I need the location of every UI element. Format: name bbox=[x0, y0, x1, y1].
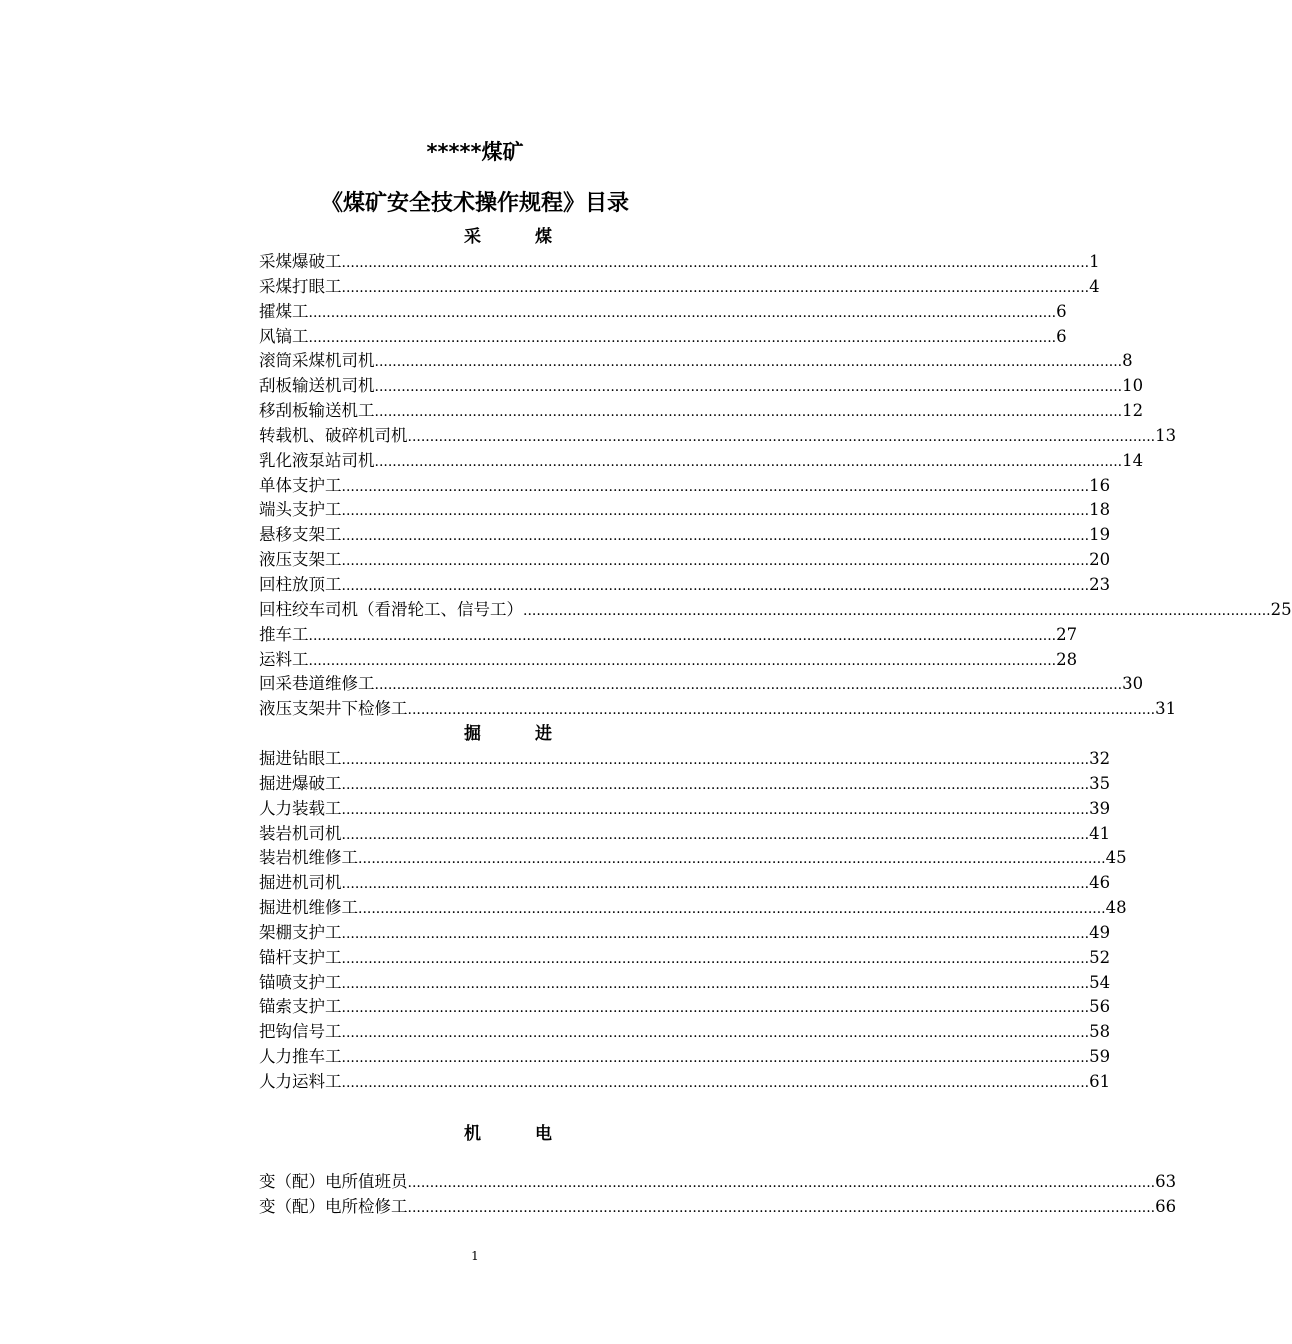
toc-entry[interactable] bbox=[259, 325, 1067, 350]
toc-entry-label: 转载机、破碎机司机 bbox=[259, 425, 408, 445]
toc-entry-leader: ........................................................................................................................................................................ bbox=[341, 925, 1090, 942]
toc-entry-page: 23 bbox=[1089, 574, 1111, 594]
toc-entry[interactable] bbox=[259, 1020, 1111, 1045]
toc-entry-page: 12 bbox=[1122, 401, 1144, 421]
toc-entry-leader: ........................................................................................................................................................................ bbox=[341, 801, 1090, 818]
toc-entry-leader: ........................................................................................................................................................................ bbox=[308, 652, 1057, 669]
toc-entry-page: 54 bbox=[1089, 972, 1111, 992]
toc-entry-label: 悬移支架工 bbox=[259, 525, 342, 545]
toc-entry-leader: ........................................................................................................................................................................ bbox=[341, 503, 1090, 520]
toc-entry-label: 单体支护工 bbox=[259, 475, 342, 495]
toc-entry[interactable] bbox=[259, 300, 1067, 325]
toc-entry-label: 推车工 bbox=[259, 624, 309, 644]
toc-list-juejin bbox=[259, 747, 1127, 1095]
toc-entry[interactable] bbox=[259, 250, 1100, 275]
toc-entry-page: 20 bbox=[1089, 550, 1111, 570]
toc-entry-label: 采煤打眼工 bbox=[259, 276, 342, 296]
toc-entry[interactable] bbox=[259, 623, 1078, 648]
toc-entry[interactable] bbox=[259, 995, 1111, 1020]
toc-entry-leader: ........................................................................................................................................................................ bbox=[407, 428, 1156, 445]
toc-entry-page: 10 bbox=[1122, 376, 1144, 396]
toc-entry[interactable] bbox=[259, 946, 1111, 971]
toc-entry-leader: ........................................................................................................................................................................ bbox=[374, 404, 1123, 421]
toc-entry-page: 59 bbox=[1089, 1047, 1111, 1067]
toc-entry-label: 掘进机维修工 bbox=[259, 898, 358, 918]
toc-entry-label: 液压支架工 bbox=[259, 550, 342, 570]
toc-entry-leader: ........................................................................................................................................................................ bbox=[523, 602, 1271, 619]
toc-entry-page: 39 bbox=[1089, 798, 1111, 818]
toc-entry-label: 乳化液泵站司机 bbox=[259, 450, 375, 470]
toc-entry-page: 13 bbox=[1155, 425, 1177, 445]
toc-entry[interactable] bbox=[259, 548, 1111, 573]
toc-entry-label: 锚索支护工 bbox=[259, 997, 342, 1017]
toc-entry[interactable] bbox=[259, 449, 1144, 474]
section-heading-jidian: 机 电 bbox=[464, 1124, 576, 1144]
toc-entry[interactable] bbox=[259, 424, 1177, 449]
toc-entry-leader: ........................................................................................................................................................................ bbox=[341, 752, 1090, 768]
toc-entry[interactable] bbox=[259, 598, 1292, 623]
toc-entry-leader: ........................................................................................................................................................................ bbox=[341, 478, 1090, 495]
toc-list-jidian bbox=[259, 1170, 1177, 1220]
toc-entry-label: 锚杆支护工 bbox=[259, 947, 342, 967]
toc-entry-page: 6 bbox=[1056, 301, 1067, 321]
document-subtitle: 《煤矿安全技术操作规程》目录 bbox=[320, 191, 629, 216]
toc-entry-label: 端头支护工 bbox=[259, 500, 342, 520]
toc-entry[interactable] bbox=[259, 921, 1111, 946]
toc-entry[interactable] bbox=[259, 1045, 1111, 1070]
toc-entry[interactable] bbox=[259, 822, 1111, 847]
toc-entry-label: 液压支架井下检修工 bbox=[259, 699, 408, 719]
toc-entry-leader: ........................................................................................................................................................................ bbox=[341, 776, 1090, 793]
toc-entry-leader: ........................................................................................................................................................................ bbox=[341, 826, 1090, 843]
toc-entry-page: 63 bbox=[1155, 1172, 1177, 1191]
toc-entry-page: 49 bbox=[1089, 922, 1111, 942]
toc-entry-label: 装岩机司机 bbox=[259, 823, 342, 843]
toc-entry-label: 人力装载工 bbox=[259, 798, 342, 818]
toc-entry-page: 27 bbox=[1056, 624, 1078, 644]
toc-entry[interactable] bbox=[259, 573, 1111, 598]
toc-entry-page: 56 bbox=[1089, 997, 1111, 1017]
toc-entry-leader: ........................................................................................................................................................................ bbox=[374, 677, 1123, 694]
toc-entry-page: 45 bbox=[1105, 848, 1127, 868]
toc-entry-leader: ........................................................................................................................................................................ bbox=[341, 1074, 1090, 1091]
toc-entry[interactable] bbox=[259, 648, 1078, 673]
toc-entry-leader: ........................................................................................................................................................................ bbox=[358, 901, 1106, 918]
toc-entry-page: 46 bbox=[1089, 873, 1111, 893]
document-title: *****煤矿 bbox=[426, 140, 524, 164]
toc-entry-page: 6 bbox=[1056, 326, 1067, 346]
toc-entry-label: 运料工 bbox=[259, 649, 309, 669]
toc-entry[interactable] bbox=[259, 747, 1111, 772]
toc-entry-leader: ........................................................................................................................................................................ bbox=[407, 1175, 1156, 1191]
toc-entry-leader: ........................................................................................................................................................................ bbox=[341, 255, 1090, 271]
toc-entry-leader: ........................................................................................................................................................................ bbox=[341, 876, 1090, 893]
toc-entry-label: 刮板输送机司机 bbox=[259, 376, 375, 396]
toc-entry-leader: ........................................................................................................................................................................ bbox=[341, 1000, 1090, 1017]
toc-entry[interactable] bbox=[259, 797, 1111, 822]
toc-entry-leader: ........................................................................................................................................................................ bbox=[374, 354, 1123, 371]
toc-entry-label: 变（配）电所检修工 bbox=[259, 1196, 408, 1216]
toc-entry-label: 回柱绞车司机（看滑轮工、信号工） bbox=[259, 599, 523, 619]
toc-entry-leader: ........................................................................................................................................................................ bbox=[341, 975, 1090, 992]
section-heading-juejin: 掘 进 bbox=[464, 724, 576, 744]
toc-entry-leader: ........................................................................................................................................................................ bbox=[341, 577, 1090, 594]
toc-entry-page: 25 bbox=[1270, 599, 1292, 619]
toc-section-juejin bbox=[259, 722, 1127, 1095]
toc-entry[interactable] bbox=[259, 498, 1111, 523]
toc-entry-label: 人力推车工 bbox=[259, 1047, 342, 1067]
toc-entry-leader: ........................................................................................................................................................................ bbox=[374, 453, 1123, 470]
toc-entry-page: 41 bbox=[1089, 823, 1111, 843]
section-heading-caimei: 采 煤 bbox=[464, 227, 576, 247]
toc-entry[interactable] bbox=[259, 275, 1100, 300]
toc-entry[interactable] bbox=[259, 971, 1111, 996]
toc-entry[interactable] bbox=[259, 896, 1127, 921]
toc-entry[interactable] bbox=[259, 374, 1144, 399]
toc-entry-page: 66 bbox=[1155, 1196, 1177, 1216]
toc-entry-leader: ........................................................................................................................................................................ bbox=[308, 627, 1057, 644]
toc-entry-label: 回柱放顶工 bbox=[259, 574, 342, 594]
toc-entry-page: 1 bbox=[1089, 252, 1100, 271]
toc-entry-leader: ........................................................................................................................................................................ bbox=[407, 702, 1156, 719]
toc-entry-leader: ........................................................................................................................................................................ bbox=[308, 329, 1057, 346]
toc-entry[interactable] bbox=[259, 349, 1133, 374]
toc-section-caimei bbox=[259, 225, 1292, 722]
toc-entry-label: 掘进爆破工 bbox=[259, 773, 342, 793]
toc-entry-leader: ........................................................................................................................................................................ bbox=[374, 379, 1123, 396]
toc-entry-page: 19 bbox=[1089, 525, 1111, 545]
page-number: 1 bbox=[471, 1249, 479, 1263]
toc-entry-label: 变（配）电所值班员 bbox=[259, 1172, 408, 1191]
toc-entry-page: 4 bbox=[1089, 276, 1100, 296]
toc-entry[interactable] bbox=[259, 1195, 1177, 1220]
toc-entry[interactable] bbox=[259, 672, 1144, 697]
toc-entry[interactable] bbox=[259, 871, 1111, 896]
toc-entry-label: 移刮板输送机工 bbox=[259, 401, 375, 421]
toc-section-jidian bbox=[259, 1122, 757, 1147]
toc-entry-leader: ........................................................................................................................................................................ bbox=[341, 528, 1090, 545]
toc-entry[interactable] bbox=[259, 474, 1111, 499]
toc-entry-label: 回采巷道维修工 bbox=[259, 674, 375, 694]
toc-entry[interactable] bbox=[259, 697, 1177, 722]
toc-entry-page: 52 bbox=[1089, 947, 1111, 967]
toc-list-jidian-wrap bbox=[259, 1170, 1177, 1220]
toc-entry-leader: ........................................................................................................................................................................ bbox=[341, 1050, 1090, 1067]
toc-entry-page: 48 bbox=[1105, 898, 1127, 918]
toc-entry-label: 滚筒采煤机司机 bbox=[259, 351, 375, 371]
toc-entry[interactable] bbox=[259, 523, 1111, 548]
toc-entry-page: 16 bbox=[1089, 475, 1111, 495]
toc-entry-label: 掘进钻眼工 bbox=[259, 749, 342, 768]
toc-entry-page: 28 bbox=[1056, 649, 1078, 669]
toc-entry[interactable] bbox=[259, 1170, 1177, 1195]
toc-entry-leader: ........................................................................................................................................................................ bbox=[308, 304, 1057, 321]
toc-entry-label: 架棚支护工 bbox=[259, 922, 342, 942]
toc-entry[interactable] bbox=[259, 772, 1111, 797]
toc-entry-page: 61 bbox=[1089, 1071, 1111, 1091]
toc-entry[interactable] bbox=[259, 846, 1127, 871]
toc-entry-leader: ........................................................................................................................................................................ bbox=[341, 553, 1090, 570]
toc-entry-leader: ........................................................................................................................................................................ bbox=[341, 279, 1090, 296]
toc-entry-leader: ........................................................................................................................................................................ bbox=[341, 1025, 1090, 1042]
toc-entry-label: 风镐工 bbox=[259, 326, 309, 346]
toc-entry-page: 31 bbox=[1155, 699, 1177, 719]
toc-entry-label: 采煤爆破工 bbox=[259, 252, 342, 271]
toc-entry[interactable] bbox=[259, 399, 1144, 424]
toc-entry-page: 58 bbox=[1089, 1022, 1111, 1042]
toc-entry-page: 30 bbox=[1122, 674, 1144, 694]
toc-entry-page: 32 bbox=[1089, 749, 1111, 768]
toc-entry[interactable] bbox=[259, 1070, 1111, 1095]
toc-entry-label: 攉煤工 bbox=[259, 301, 309, 321]
toc-entry-page: 18 bbox=[1089, 500, 1111, 520]
toc-entry-label: 人力运料工 bbox=[259, 1071, 342, 1091]
toc-entry-page: 35 bbox=[1089, 773, 1111, 793]
toc-entry-label: 装岩机维修工 bbox=[259, 848, 358, 868]
toc-entry-leader: ........................................................................................................................................................................ bbox=[341, 950, 1090, 967]
toc-entry-page: 8 bbox=[1122, 351, 1133, 371]
toc-entry-label: 掘进机司机 bbox=[259, 873, 342, 893]
toc-entry-page: 14 bbox=[1122, 450, 1144, 470]
toc-entry-leader: ........................................................................................................................................................................ bbox=[407, 1199, 1156, 1216]
toc-entry-label: 锚喷支护工 bbox=[259, 972, 342, 992]
toc-entry-leader: ........................................................................................................................................................................ bbox=[358, 851, 1106, 868]
toc-list-caimei bbox=[259, 250, 1292, 722]
toc-entry-label: 把钩信号工 bbox=[259, 1022, 342, 1042]
